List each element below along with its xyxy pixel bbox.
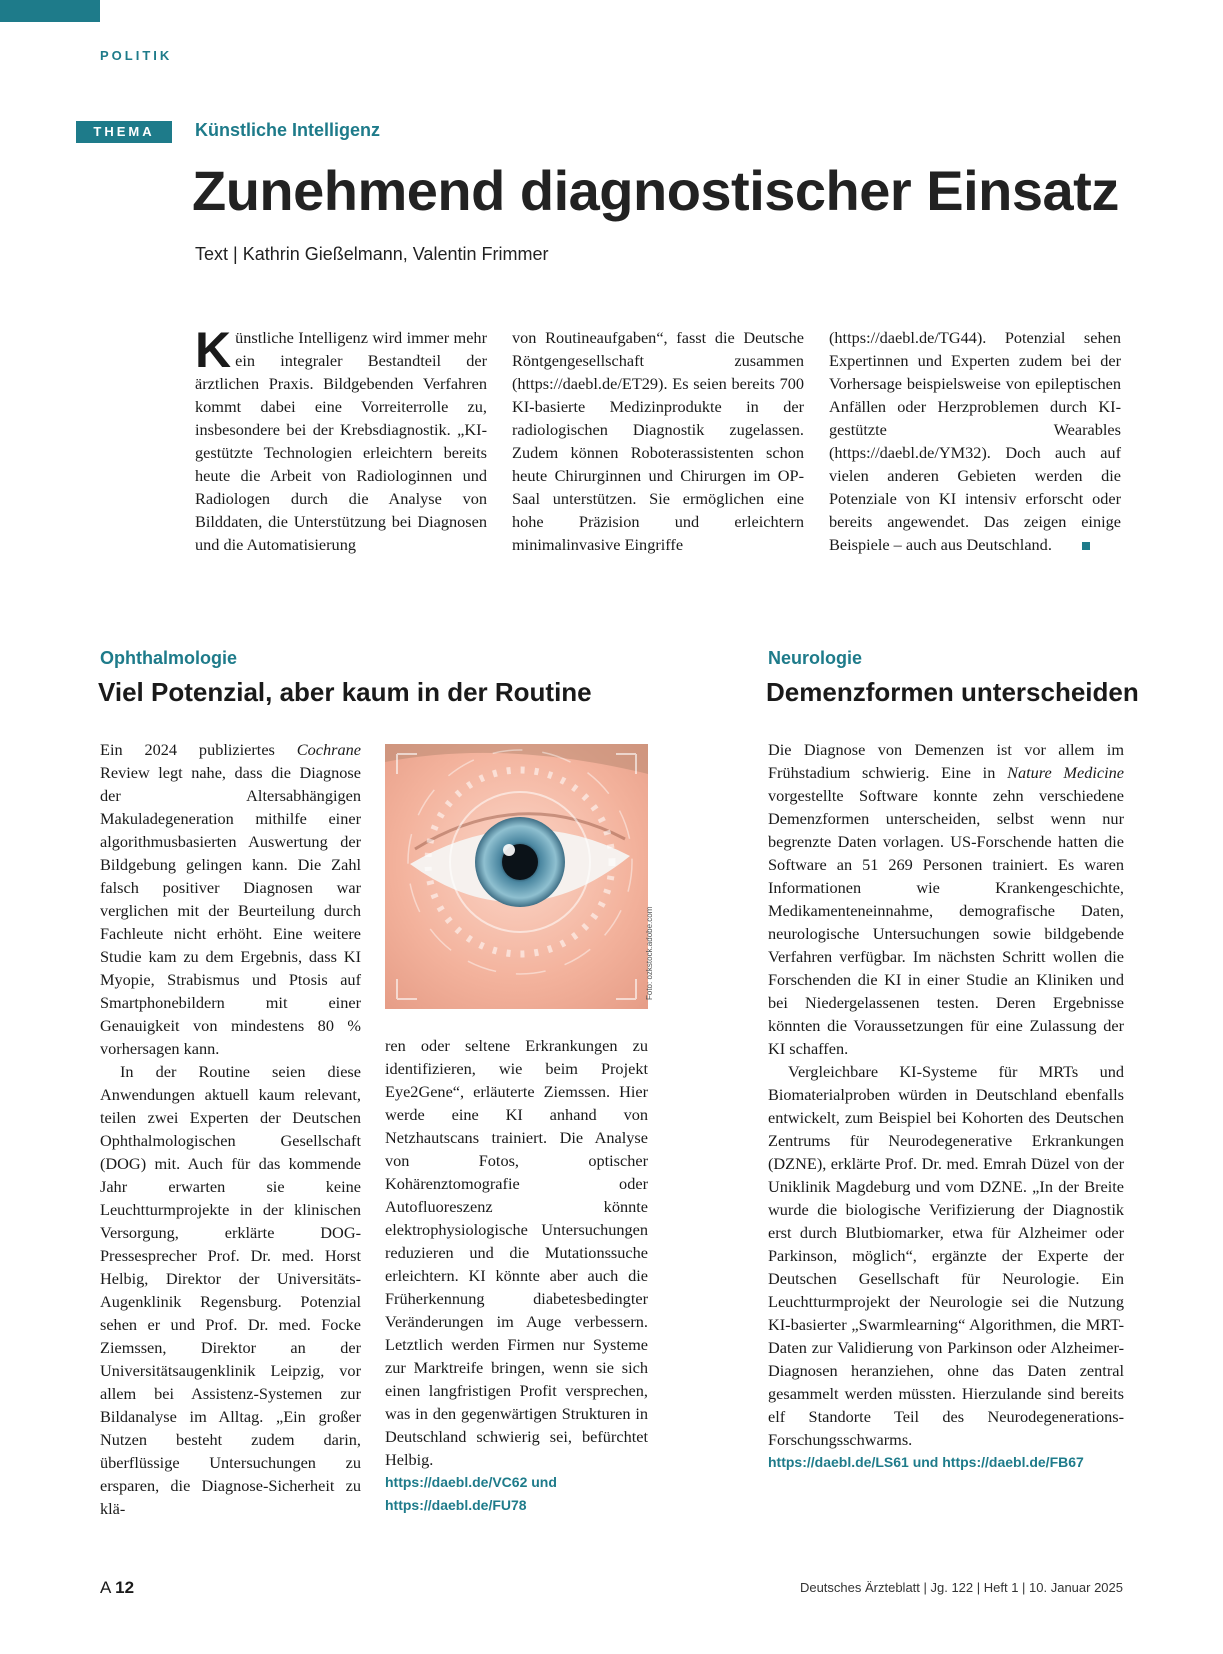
neurology-p1-a: Die Diagnose von Demenzen ist vor allem im Frühstadium schwierig. Eine in [768,740,1124,782]
article-headline: Zunehmend diagnostischer Einsatz [192,159,1119,222]
neurology-p1-b: vorgestellte Software konnte zehn verschiedene Demenzformen unterscheiden, selbst wenn nur begrenzte Daten vorlagen. US-Forschende hatten die Software an 51 269 Personen trainiert. Es waren Informationen wie Krankengeschichte, Medikamenteneinnahme, demografische Daten, neurologische Untersuchungen sowie bildgebende Verfahren verfügbar. Im nächsten Schritt wollen die Forschenden die KI in einer Studie an Kliniken und bei Niedergelassenen testen. Deren Ergebnisse könnten die Voraussetzungen für eine Zulassung der KI schaffen. [768,786,1124,1058]
page-number [100,1578,134,1598]
eye-photo [385,744,648,1009]
intro-column-3 [829,326,1121,556]
neurology-kicker: Neurologie [768,648,863,668]
article-kicker: Künstliche Intelligenz [195,120,381,140]
ophthalmology-p3: ren oder seltene Erkrankungen zu identifizieren, wie beim Projekt Eye2Gene“, erläuterte Ziemssen. Hier werde eine KI anhand von Netzhautscans trainiert. Die Analyse von Fotos, optischer Kohärenztomografie oder Autofluoreszenz könnte elektrophysiologische Untersuchungen reduzieren und die Mutationssuche erleichtern. KI könnte aber auch die Früherkennung diabetesbedingter Veränderungen im Auge verbessern. Letztlich werden Firmen nur Systeme zur Marktreife bringen, wenn sie sich einen langfristigen Profit versprechen, was in den gegenwärtigen Strukturen in Deutschland schwierig sei, befürchtet Helbig. [385,1036,648,1469]
page-prefix: A [100,1578,111,1597]
intro-text-3: (https://daebl.de/TG44). Potenzial sehen Expertinnen und Experten zudem bei der Vorhersage beispielsweise von epileptischen Anfällen oder Herzproblemen durch KI-gestützte Wearables (https://daebl.de/YM32). Doch auch auf vielen anderen Gebieten werden die Potenziale von KI intensiv erforscht oder bereits angewendet. Das zeigen einige Beispiele – auch aus Deutschland. [829,328,1121,554]
intro-column-2 [512,326,804,556]
article-byline: Text | Kathrin Gießelmann, Valentin Frimmer [195,244,549,264]
ophthalmology-p2: In der Routine seien diese Anwendungen aktuell kaum relevant, teilen zwei Experten der Deutschen Ophthalmologischen Gesellschaft (DOG) mit. Auch für das kommende Jahr erwarten sie keine Leuchtturmprojekte in der klinischen Versorgung, erklärte DOG-Pressesprecher Prof. Dr. med. Horst Helbig, Direktor der Universitäts-Augenklinik Regensburg. Potenzial sehen er und Prof. Dr. med. Focke Ziemssen, Direktor an der Universitätsaugenklinik Leipzig, vor allem bei Assistenz-Systemen zur Bildanalyse im Alltag. „Ein großer Nutzen besteht zudem darin, überflüssige Untersuchungen zu ersparen, die Diagnose-Sicherheit zu klä- [100,1062,361,1518]
neurology-p2: Vergleichbare KI-Systeme für MRTs und Biomaterialproben würden in Deutschland ebenfalls entwickelt, zum Beispiel bei Kohorten des Deutschen Zentrums für Neurodegenerative Erkrankungen (DZNE), erklärte Prof. Dr. med. Emrah Düzel von der Uniklinik Magdeburg und vom DZNE. „In der Breite wurde die biologische Verifizierung der Diagnostik erst durch Blutbiomarker, etwa für Alzheimer oder Parkinson, möglich“, ergänzte der Experte der Deutschen Gesellschaft für Neurologie. Ein Leuchtturmprojekt der Neurologie sei die Nutzung KI-basierter „Swarmlearning“ Algorithmen, die MRT-Daten zur Validierung von Parkinson oder Alzheimer-Diagnosen heranziehen, ohne das Daten zentral gesammelt werden müssten. Hierzulande sind bereits elf Standorte Teil des Neurodegenerations-Forschungsschwarms. [768,1062,1124,1449]
ophthalmology-link-1[interactable]: https://daebl.de/VC62 und [385,1474,557,1490]
thema-badge: THEMA [76,121,172,143]
dropcap: K [195,322,232,378]
eye-illustration [385,744,648,1009]
neurology-title: Demenzformen unterscheiden [766,677,1139,707]
photo-credit: Foto: ozkstock.adobe.com [645,906,654,1000]
ophthalmology-column-1 [100,738,361,1520]
ophthalmology-title: Viel Potenzial, aber kaum in der Routine [98,677,592,707]
ophthalmology-p1-a: Ein 2024 publiziertes [100,740,297,759]
neurology-link[interactable]: https://daebl.de/LS61 und https://daebl.de/FB67 [768,1454,1084,1470]
ophthalmology-column-2 [385,1034,648,1517]
ophthalmology-p1-em: Cochrane [296,740,361,759]
neurology-column [768,738,1124,1474]
ophthalmology-p1-b: Review legt nahe, dass die Diagnose der Altersabhängigen Makuladegeneration mithilfe einer algorithmusbasierten Auswertung der Bildgebung gelingen kann. Die Zahl falsch positiver Diagnosen war verglichen mit der Beurteilung durch Fachleute nicht erhöht. Eine weitere Studie kam zu dem Ergebnis, dass KI Myopie, Strabismus und Ptosis auf Smartphonebildern mit einer Genauigkeit von mindestens 80 % vorhersagen kann. [100,763,361,1058]
intro-column-1 [195,322,487,556]
neurology-p1-em: Nature Medicine [1007,763,1124,782]
intro-text-1: ünstliche Intelligenz wird immer mehr ein integraler Bestandteil der ärztlichen Praxis. Bildgebenden Verfahren kommt dabei eine Vorreiterrolle zu, insbesondere bei der Krebsdiagnostik. „KI-gestützte Technologien erleichtern bereits heute die Arbeit von Radiologinnen und Radiologen durch die Analyse von Bilddaten, die Unterstützung bei Diagnosen und die Automatisierung [195,328,487,554]
ophthalmology-kicker: Ophthalmologie [100,648,237,668]
publication-info: Deutsches Ärzteblatt | Jg. 122 | Heft 1 | 10. Januar 2025 [799,1580,1123,1595]
ophthalmology-link-2[interactable]: https://daebl.de/FU78 [385,1497,527,1513]
page-number-value: 12 [115,1578,135,1597]
intro-text-2: von Routineaufgaben“, fasst die Deutsche Röntgengesellschaft zusammen (https://daebl.de/ET29). Es seien bereits 700 KI-basierte Medizinprodukte in der radiologischen Diagnostik zugelassen. Zudem können Roboterassistenten schon heute Chirurginnen und Chirurgen im OP-Saal unterstützen. Sie ermöglichen eine hohe Präzision und erleichtern minimalinvasive Eingriffe [512,328,804,554]
top-accent-bar [0,0,100,22]
end-mark-icon [1082,542,1090,550]
section-label: POLITIK [100,48,173,63]
